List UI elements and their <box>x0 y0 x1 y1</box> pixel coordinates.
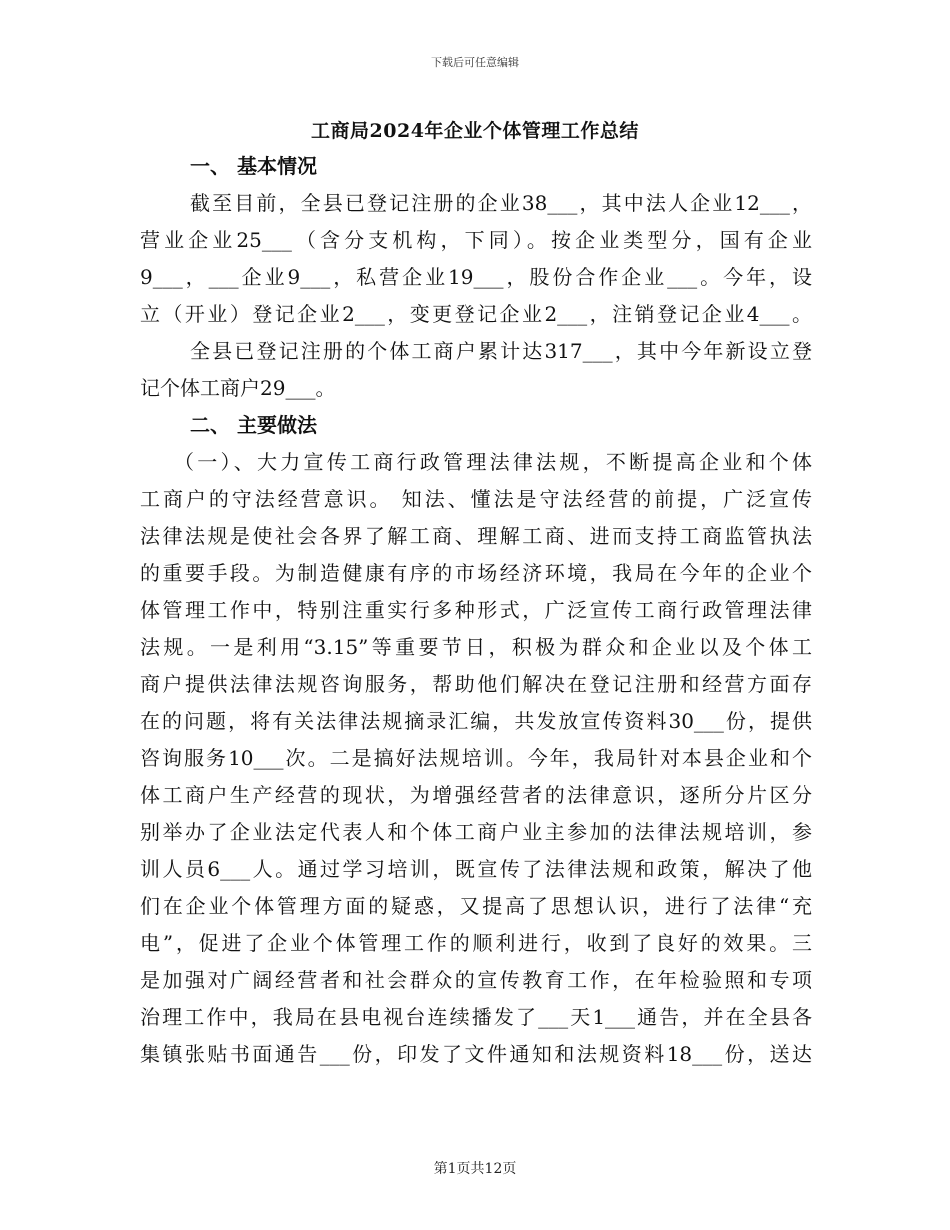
paragraph-line: 们在企业个体管理方面的疑惑，又提高了思想认识，进行了法律“充 <box>140 894 812 918</box>
section-heading-basic: 一、 基本情况 <box>190 154 317 178</box>
paragraph-line: 工商户的守法经营意识。 知法、懂法是守法经营的前提，广泛宣传 <box>140 487 812 511</box>
paragraph-line: 9___，___企业9___，私营企业19___，股份合作企业___。今年，设 <box>140 265 812 289</box>
paragraph-line: 营业企业25___（含分支机构，下同）。按企业类型分，国有企业 <box>140 228 812 252</box>
paragraph-line: 在的问题，将有关法律法规摘录汇编，共发放宣传资料30___份，提供 <box>140 709 812 733</box>
paragraph-line: 商户提供法律法规咨询服务，帮助他们解决在登记注册和经营方面存 <box>140 672 812 696</box>
paragraph-line: 别举办了企业法定代表人和个体工商户业主参加的法律法规培训，参 <box>140 820 812 844</box>
paragraph-line: 体管理工作中，特别注重实行多种形式，广泛宣传工商行政管理法律 <box>140 598 812 622</box>
paragraph-line: 集镇张贴书面通告___份，印发了文件通知和法规资料18___份，送达 <box>140 1042 812 1066</box>
paragraph-line: 记个体工商户29___。 <box>140 376 336 400</box>
page-footer: 第1页共12页 <box>433 1161 517 1177</box>
paragraph-line: 截至目前，全县已登记注册的企业38___，其中法人企业12___， <box>190 191 812 215</box>
document-title: 工商局2024年企业个体管理工作总结 <box>311 120 639 142</box>
paragraph-line: 法律法规是使社会各界了解工商、理解工商、进而支持工商监管执法 <box>140 524 812 548</box>
paragraph-line: 咨询服务10___次。二是搞好法规培训。今年，我局针对本县企业和个 <box>140 746 812 770</box>
paragraph-line: 电”，促进了企业个体管理工作的顺利进行，收到了良好的效果。三 <box>140 931 812 955</box>
paragraph-line: 体工商户生产经营的现状，为增强经营者的法律意识，逐所分片区分 <box>140 783 812 807</box>
paragraph-line: 立（开业）登记企业2___，变更登记企业2___，注销登记企业4___。 <box>140 302 812 326</box>
paragraph-line: 治理工作中，我局在县电视台连续播发了___天1___通告，并在全县各 <box>140 1005 812 1029</box>
header-note: 下载后可任意编辑 <box>431 56 519 69</box>
section-heading-methods: 二、 主要做法 <box>190 413 317 437</box>
paragraph-line: 是加强对广阔经营者和社会群众的宣传教育工作，在年检验照和专项 <box>140 968 812 992</box>
paragraph-line: （一）、大力宣传工商行政管理法律法规，不断提高企业和个体 <box>174 450 812 474</box>
paragraph-line: 全县已登记注册的个体工商户累计达317___，其中今年新设立登 <box>190 339 812 363</box>
paragraph-line: 训人员6___人。通过学习培训，既宣传了法律法规和政策，解决了他 <box>140 857 812 881</box>
paragraph-line: 的重要手段。为制造健康有序的市场经济环境，我局在今年的企业个 <box>140 561 812 585</box>
paragraph-line: 法规。一是利用“3.15”等重要节日，积极为群众和企业以及个体工 <box>140 635 812 659</box>
document-body <box>140 148 812 1073</box>
